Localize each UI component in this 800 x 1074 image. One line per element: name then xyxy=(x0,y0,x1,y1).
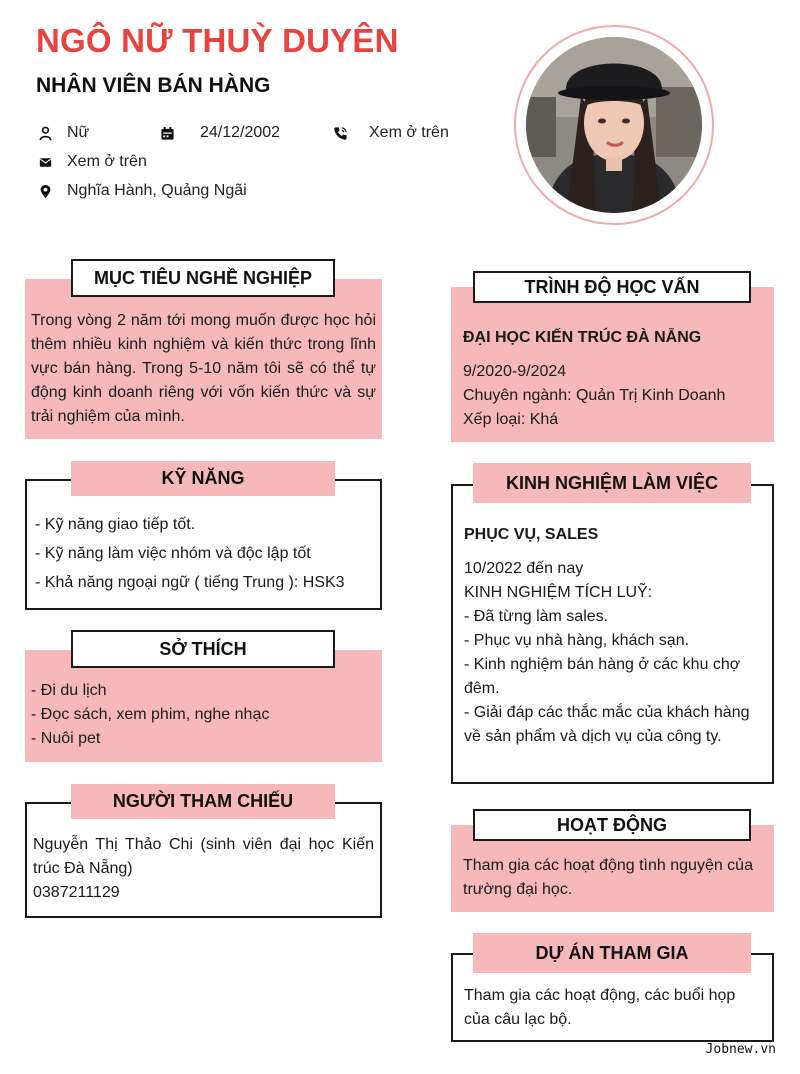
experience-item: - Đã từng làm sales. xyxy=(464,608,609,625)
profile-photo-frame xyxy=(514,25,714,225)
candidate-name: NGÔ NỮ THUỲ DUYÊN xyxy=(36,22,399,59)
person-icon xyxy=(38,126,53,141)
experience-details xyxy=(464,557,760,749)
skill-item: - Khả năng ngoại ngữ ( tiếng Trung ): HSK3 xyxy=(35,574,345,591)
hobby-item: - Đi du lịch xyxy=(31,682,107,699)
job-position: NHÂN VIÊN BÁN HÀNG xyxy=(36,74,271,97)
experience-item: - Phục vụ nhà hàng, khách sạn. xyxy=(464,632,690,649)
skill-item: - Kỹ năng giao tiếp tốt. xyxy=(35,516,196,533)
calendar-icon xyxy=(160,126,175,141)
education-school: ĐẠI HỌC KIẾN TRÚC ĐÀ NẴNG xyxy=(463,329,702,346)
experience-item: - Kinh nghiệm bán hàng ở các khu chợ đêm. xyxy=(464,656,741,697)
email-value: Xem ở trên xyxy=(67,153,147,170)
education-major: Chuyên ngành: Quản Trị Kinh Doanh xyxy=(463,387,726,404)
hobby-item: - Đọc sách, xem phim, nghe nhạc xyxy=(31,706,270,723)
projects-title: DỰ ÁN THAM GIA xyxy=(473,933,751,973)
skill-item: - Kỹ năng làm việc nhóm và độc lập tốt xyxy=(35,545,311,562)
experience-item: - Giải đáp các thắc mắc của khách hàng về sản phẩm và dịch vụ của công ty. xyxy=(464,704,750,745)
education-title: TRÌNH ĐỘ HỌC VẤN xyxy=(473,271,751,303)
education-details xyxy=(463,360,763,432)
brand-watermark: Jobnew.vn xyxy=(705,1042,776,1057)
skills-title: KỸ NĂNG xyxy=(71,461,335,496)
hobbies-title: SỞ THÍCH xyxy=(71,630,335,668)
activities-title: HOẠT ĐỘNG xyxy=(473,809,751,841)
objective-text: Trong vòng 2 năm tới mong muốn được học hỏi thêm nhiều kinh nghiệm và kiến thức trong lĩnh vực bán hàng. Trong 5-10 năm tôi sẽ có thể tự động kinh doanh riêng với vốn kiến thức và sự trải nghiệm của mình. xyxy=(31,312,376,425)
birthday-value: 24/12/2002 xyxy=(200,124,281,141)
activities-text: Tham gia các hoạt động tình nguyện của trường đại học. xyxy=(463,857,753,898)
phone-icon xyxy=(333,126,348,141)
projects-text: Tham gia các hoạt động, các buổi họp của câu lạc bộ. xyxy=(464,987,736,1028)
objective-title: MỤC TIÊU NGHỀ NGHIỆP xyxy=(71,259,335,297)
hobby-item: - Nuôi pet xyxy=(31,730,101,747)
experience-role: PHỤC VỤ, SALES xyxy=(464,526,599,543)
education-period: 9/2020-9/2024 xyxy=(463,363,567,380)
experience-title: KINH NGHIỆM LÀM VIỆC xyxy=(473,463,751,503)
address-value: Nghĩa Hành, Quảng Ngãi xyxy=(67,182,247,199)
gender-value: Nữ xyxy=(67,124,90,141)
education-grade: Xếp loại: Khá xyxy=(463,411,559,428)
gender-row xyxy=(38,124,89,142)
phone-row xyxy=(333,124,449,142)
email-icon xyxy=(38,155,53,170)
phone-value: Xem ở trên xyxy=(369,124,449,141)
email-row xyxy=(38,153,147,171)
location-pin-icon xyxy=(38,184,53,199)
experience-period: 10/2022 đến nay xyxy=(464,560,584,577)
references-phone: 0387211129 xyxy=(33,884,120,901)
hobbies-list xyxy=(31,679,376,751)
skills-list xyxy=(35,510,375,597)
references-title: NGƯỜI THAM CHIẾU xyxy=(71,784,335,819)
birthday-row xyxy=(160,124,280,142)
references-text: Nguyễn Thị Thảo Chi (sinh viên đại học Kiến trúc Đà Nẵng) xyxy=(33,836,374,877)
profile-photo xyxy=(526,37,702,213)
address-row xyxy=(38,182,247,200)
experience-subtitle: KINH NGHIỆM TÍCH LUỸ: xyxy=(464,584,653,601)
